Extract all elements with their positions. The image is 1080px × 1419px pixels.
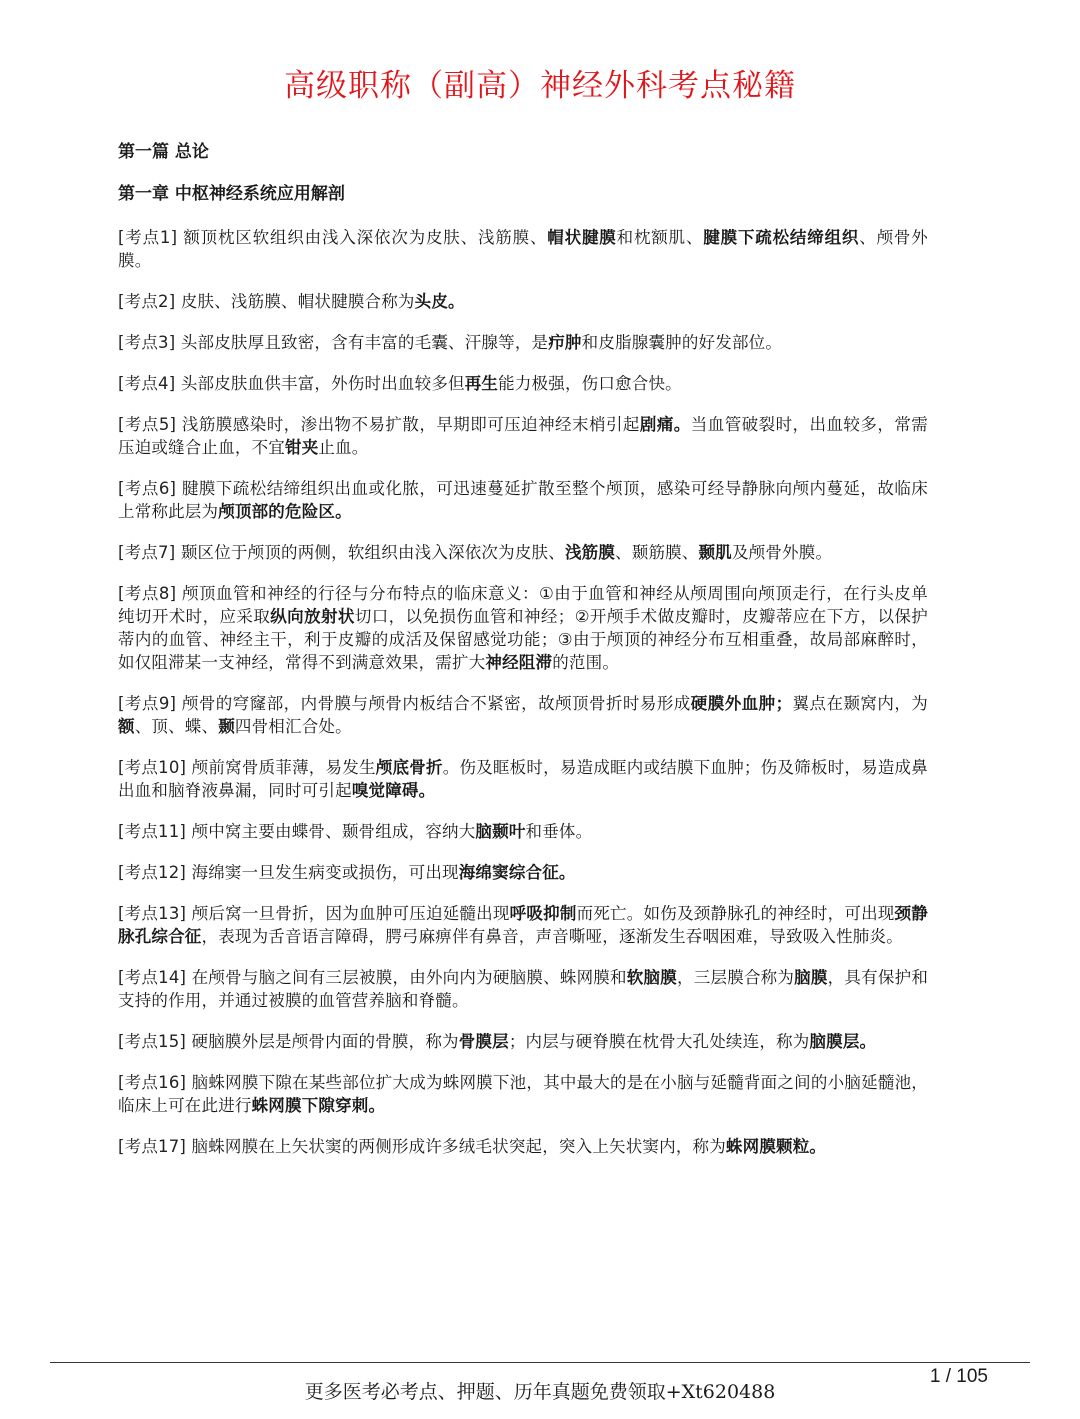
key-term: 骨膜层 [458, 1032, 509, 1051]
exam-point [118, 413, 928, 459]
exam-point-text: 腱膜下疏松结缔组织出血或化脓，可迅速蔓延扩散至整个颅顶，感染可经导静脉向颅内蔓延，故临床上常称此层为 [118, 479, 928, 521]
key-term: 脑膜 [794, 968, 828, 987]
part-heading: 第一篇 总论 [118, 142, 209, 162]
exam-point-text: 的范围。 [552, 653, 620, 672]
exam-point [118, 1135, 928, 1158]
exam-point-text: 颅中窝主要由蝶骨、颞骨组成，容纳大 [191, 822, 476, 841]
exam-point-tag: [考点17] [118, 1137, 192, 1156]
key-term: 颞 [218, 717, 235, 736]
exam-point-text: 海绵窦一旦发生病变或损伤，可出现 [191, 863, 459, 882]
exam-point [118, 692, 928, 738]
exam-point-text: 颞区位于颅顶的两侧，软组织由浅入深依次为皮肤、 [180, 543, 565, 562]
exam-point-text: 颅后窝一旦骨折，因为血肿可压迫延髓出现 [191, 904, 510, 923]
exam-point [118, 226, 928, 272]
key-term: 额 [118, 717, 135, 736]
footer-divider [50, 1362, 1030, 1363]
key-term: 纵向放射状 [270, 607, 355, 626]
key-term: 钳夹 [285, 438, 319, 457]
exam-point [118, 756, 928, 802]
key-term: 蛛网膜下隙穿刺。 [251, 1096, 386, 1115]
key-term: 颈静脉孔综合征 [118, 904, 928, 946]
exam-point-text: 和枕额肌、 [616, 228, 704, 247]
exam-point-tag: [考点11] [118, 822, 192, 841]
exam-point-text: 和皮脂腺囊肿的好发部位。 [581, 333, 783, 352]
exam-point-text: 颅骨的穹窿部，内骨膜与颅骨内板结合不紧密，故颅顶骨折时易形成 [181, 694, 691, 713]
exam-point-tag: [考点10] [118, 758, 192, 777]
exam-point-text: 而死亡。如伤及颈静脉孔的神经时，可出现 [576, 904, 895, 923]
exam-point [118, 331, 928, 354]
exam-point-text: 额顶枕区软组织由浅入深依次为皮肤、浅筋膜、 [183, 228, 548, 247]
exam-point [118, 1030, 928, 1053]
exam-points-list [118, 226, 928, 1158]
exam-point-text: 脑蛛网膜下隙在某些部位扩大成为蛛网膜下池，其中最大的是在小脑与延髓背面之间的小脑延髓池，临床上可在此进行 [118, 1073, 929, 1115]
key-term: 疖肿 [548, 333, 582, 352]
key-term: 剧痛。 [639, 415, 691, 434]
exam-point-text: ，具有保护和支持的作用，并通过被膜的血管营养脑和脊髓。 [118, 968, 929, 1010]
exam-point-text: 和垂体。 [525, 822, 593, 841]
key-term: 脑颞叶 [475, 822, 526, 841]
exam-point-text: 、颅骨外膜。 [118, 228, 928, 270]
exam-point-text: 。伤及眶板时，易造成眶内或结膜下血肿；伤及筛板时，易造成鼻出血和脑脊液鼻漏，同时可引起 [118, 758, 928, 800]
key-term: 颅顶部的危险区。 [218, 502, 352, 521]
exam-point-tag: [考点6] [118, 479, 182, 498]
exam-point-tag: [考点9] [118, 694, 182, 713]
exam-point-text: 切口，以免损伤血管和神经；②开颅手术做皮瓣时，皮瓣蒂应在下方，以保护蒂内的血管、神经主干，利于皮瓣的成活及保留感觉功能；③由于颅顶的神经分布互相重叠，故局部麻醉时，如仅阻滞某一支神经，常得不到满意效果，需扩大 [118, 607, 928, 672]
exam-point-tag: [考点13] [118, 904, 192, 923]
exam-point-text: ，表现为舌音语言障碍，腭弓麻痹伴有鼻音，声音嘶哑，逐渐发生吞咽困难，导致吸入性肺炎。 [201, 927, 903, 946]
exam-point-tag: [考点3] [118, 333, 181, 352]
document-body [118, 138, 928, 1158]
exam-point-text: 当血管破裂时，出血较多，常需压迫或缝合止血，不宜 [118, 415, 928, 457]
exam-point-text: 浅筋膜感染时，渗出物不易扩散，早期即可压迫神经末梢引起 [181, 415, 640, 434]
exam-point-text: 颅顶血管和神经的行径与分布特点的临床意义：①由于血管和神经从颅周围向颅顶走行，在行头皮单纯切开术时，应采取 [118, 584, 928, 626]
chapter-heading: 第一章 中枢神经系统应用解剖 [118, 184, 345, 204]
exam-point-text: 及颅骨外膜。 [731, 543, 833, 562]
exam-point-tag: [考点4] [118, 374, 181, 393]
key-term: 软脑膜 [626, 968, 677, 987]
exam-point-tag: [考点5] [118, 415, 182, 434]
exam-point-text: 、顶、蝶、 [134, 717, 219, 736]
key-term: 颞肌 [698, 543, 732, 562]
exam-point-text: 脑蛛网膜在上矢状窦的两侧形成许多绒毛状突起，突入上矢状窦内，称为 [191, 1137, 726, 1156]
exam-point [118, 541, 928, 564]
key-term: 嗅觉障碍。 [351, 781, 436, 800]
key-term: 帽状腱膜 [547, 228, 617, 247]
key-term: 浅筋膜 [564, 543, 616, 562]
exam-point [118, 582, 928, 674]
footer-promo-text: 更多医考必考点、押题、历年真题免费领取+Xt620488 [304, 1381, 776, 1403]
exam-point-text: 颅前窝骨质菲薄，易发生 [191, 758, 376, 777]
key-term: 颅底骨折 [375, 758, 443, 777]
key-term: 蛛网膜颗粒。 [725, 1137, 827, 1156]
exam-point-tag: [考点2] [118, 292, 181, 311]
key-term: 脑膜层。 [809, 1032, 877, 1051]
exam-point [118, 966, 928, 1012]
exam-point [118, 372, 928, 395]
page-number: 1 / 105 [929, 1366, 988, 1387]
exam-point-text: 止血。 [318, 438, 369, 457]
exam-point [118, 820, 928, 843]
exam-point-tag: [考点1] [118, 228, 184, 247]
exam-point [118, 1071, 928, 1117]
exam-point-text: 硬脑膜外层是颅骨内面的骨膜，称为 [191, 1032, 459, 1051]
key-term: 神经阻滞 [485, 653, 553, 672]
exam-point [118, 902, 928, 948]
exam-point-tag: [考点14] [118, 968, 192, 987]
exam-point [118, 861, 928, 884]
exam-point-text: 头部皮肤血供丰富，外伤时出血较多但 [180, 374, 465, 393]
document-title: 高级职称（副高）神经外科考点秘籍 [284, 68, 796, 104]
key-term: 呼吸抑制 [509, 904, 577, 923]
key-term: 硬膜外血肿； [690, 694, 793, 713]
key-term: 头皮。 [414, 292, 465, 311]
exam-point-text: 能力极强，伤口愈合快。 [498, 374, 682, 393]
key-term: 腱膜下疏松结缔组织 [703, 228, 860, 247]
exam-point-text: 、颞筋膜、 [615, 543, 699, 562]
exam-point-text: 皮肤、浅筋膜、帽状腱膜合称为 [180, 292, 415, 311]
exam-point-text: ，三层膜合称为 [677, 968, 795, 987]
key-term: 再生 [464, 374, 499, 393]
exam-point-text: 四骨相汇合处。 [234, 717, 352, 736]
key-term: 海绵窦综合征。 [458, 863, 576, 882]
exam-point [118, 290, 928, 313]
exam-point-tag: [考点16] [118, 1073, 192, 1092]
exam-point-text: 头部皮肤厚且致密，含有丰富的毛囊、汗腺等，是 [180, 333, 549, 352]
exam-point-text: 在颅骨与脑之间有三层被膜，由外向内为硬脑膜、蛛网膜和 [191, 968, 627, 987]
exam-point [118, 477, 928, 523]
exam-point-tag: [考点7] [118, 543, 181, 562]
exam-point-text: 翼点在颞窝内，为 [792, 694, 928, 713]
exam-point-tag: [考点15] [118, 1032, 192, 1051]
exam-point-text: ；内层与硬脊膜在枕骨大孔处续连，称为 [508, 1032, 810, 1051]
exam-point-tag: [考点8] [118, 584, 183, 603]
exam-point-tag: [考点12] [118, 863, 192, 882]
